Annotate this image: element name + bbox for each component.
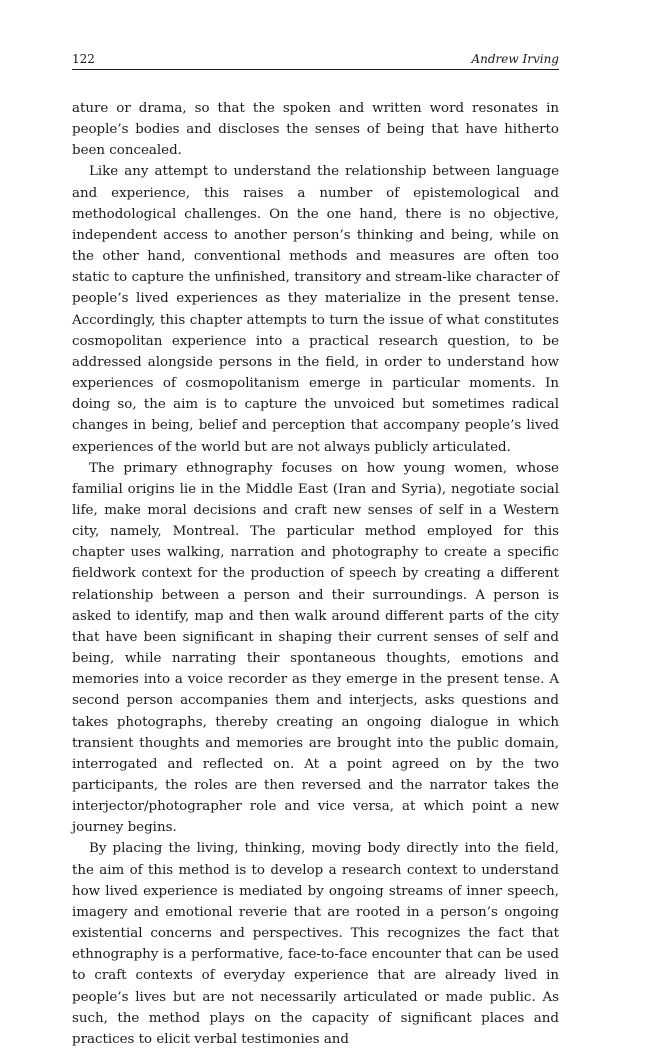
paragraph-continued: ature or drama, so that the spoken and written word resonates in people’s bodies and discloses the senses of being that have hitherto been concealed. bbox=[72, 101, 559, 159]
page-number: 122 bbox=[72, 52, 95, 66]
running-header bbox=[72, 52, 559, 70]
running-head-author: Andrew Irving bbox=[471, 52, 559, 66]
paragraph: Like any attempt to understand the relationship between language and experience, this raises a number of epistemological and methodological challenges. On the one hand, there is no objective, independent access to another person’s thinking and being, while on the other hand, conventional methods and measures are often too static to capture the unfinished, transitory and stream-like character of people’s lived experiences as they materialize in the present tense. Accordingly, this chapter attempts to turn the issue of what constitutes cosmopolitan experience into a practical research question, to be addressed alongside persons in the field, in order to understand how experiences of cosmopolitanism emerge in particular moments. In doing so, the aim is to capture the unvoiced but sometimes radical changes in being, belief and perception that accompany people’s lived experiences of the world but are not always publicly articulated. bbox=[72, 164, 559, 455]
paragraph: By placing the living, thinking, moving body directly into the field, the aim of this method is to develop a research context to understand how lived experience is mediated by ongoing streams of inner speech, imagery and emotional reverie that are rooted in a person’s ongoing existential concerns and perspectives. This recognizes the fact that ethnography is a performative, face-to-face encounter that can be used to craft contexts of everyday experience that are already lived in people’s lives but are not necessarily articulated or made public. As such, the method plays on the capacity of significant places and practices to elicit verbal testimonies and bbox=[72, 841, 559, 1047]
body-text bbox=[72, 98, 559, 1050]
book-page bbox=[72, 52, 559, 1050]
paragraph: The primary ethnography focuses on how young women, whose familial origins lie in the Middle East (Iran and Syria), negotiate social life, make moral decisions and craft new senses of self in a Western city, namely, Montreal. The particular method employed for this chapter uses walking, narration and photography to create a specific fieldwork context for the production of speech by creating a different relationship between a person and their surroundings. A person is asked to identify, map and then walk around different parts of the city that have been significant in shaping their current senses of self and being, while narrating their spontaneous thoughts, emotions and memories into a voice recorder as they emerge in the present tense. A second person accompanies them and interjects, asks questions and takes photographs, thereby creating an ongoing dialogue in which transient thoughts and memories are brought into the public domain, interrogated and reflected on. At a point agreed on by the two participants, the roles are then reversed and the narrator takes the interjector/photographer role and vice versa, at which point a new journey begins. bbox=[72, 460, 559, 836]
